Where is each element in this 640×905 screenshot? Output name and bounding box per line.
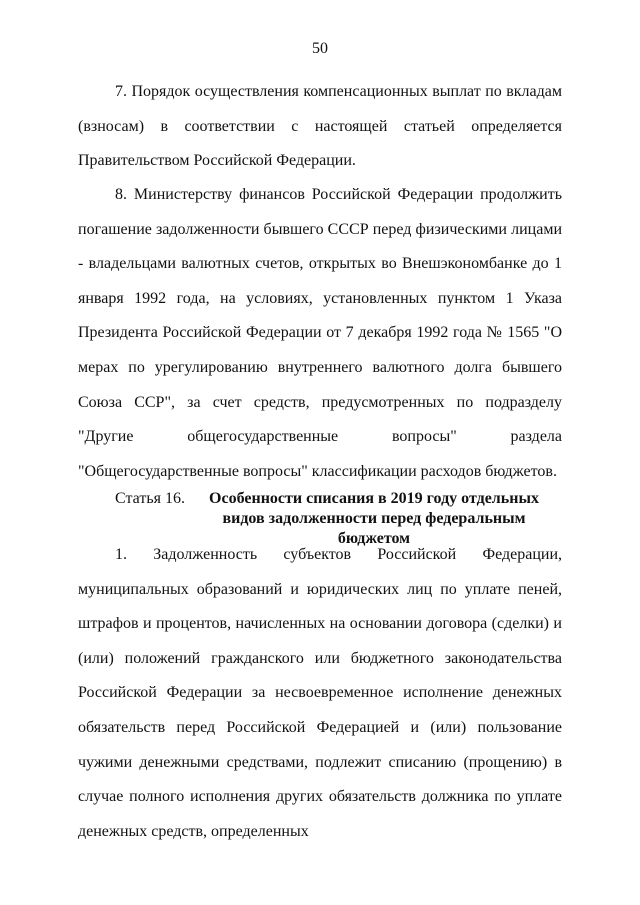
article-16-label: Статья 16. <box>115 490 185 507</box>
paragraph-8 <box>78 178 562 489</box>
paragraph-7 <box>78 75 562 179</box>
paragraph-8-text: 8. Министерству финансов Российской Федерации продолжить погашение задолженности бывшего СССР перед физическими лицами - владельцами валютных счетов, открытых во Внешэкономбанке до 1 января 1992 года, на условиях, установленных пунктом 1 Указа Президента Российской Федерации от 7 декабря 1992 года № 1565 "О мерах по урегулированию внутреннего валютного долга бывшего Союза ССР", за счет средств, предусмотренных по подразделу "Другие общегосударственные вопросы" раздела "Общегосударственные вопросы" классификации расходов бюджетов. <box>78 186 562 480</box>
paragraph-7-text: 7. Порядок осуществления компенсационных выплат по вкладам (взносам) в соответствии с настоящей статьей определяется Правительством Российской Федерации. <box>78 83 562 170</box>
article-16-title: Особенности списания в 2019 году отдельных видов задолженности перед федеральным бюджетом <box>209 490 539 547</box>
article-16-paragraph-1-text: 1. Задолженность субъектов Российской Федерации, муниципальных образований и юридических лиц по уплате пеней, штрафов и процентов, начисленных на основании договора (сделки) и (или) положений гражданского или бюджетного законодательства Российской Федерации за несвоевременное исполнение денежных обязательств перед Российской Федерацией и (или) пользование чужими денежными средствами, подлежит списанию (прощению) в случае полного исполнения других обязательств должника по уплате денежных средств, определенных <box>78 546 562 840</box>
page-number: 50 <box>312 40 328 57</box>
article-16-paragraph-1 <box>78 538 562 849</box>
